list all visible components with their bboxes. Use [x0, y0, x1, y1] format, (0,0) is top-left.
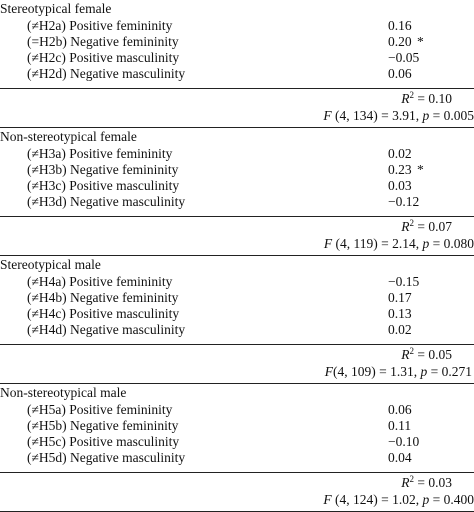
table-row: [0, 290, 474, 306]
hypothesis-label: (≠H4c) Positive masculinity: [27, 306, 180, 321]
section-non-stereotypical-female: [0, 128, 474, 256]
model-fit: [0, 473, 474, 511]
coefficient-value: 0.04: [388, 450, 412, 465]
table-row: [0, 418, 474, 434]
section-title: Non-stereotypical male: [0, 385, 127, 400]
r-squared: $R^2 = 0.03$: [401, 474, 452, 490]
section-stereotypical-female: [0, 0, 474, 128]
f-statistic: F (4, 124) = 1.02, p = 0.400: [323, 492, 474, 507]
hypothesis-label: (≠H3b) Negative femininity: [27, 162, 179, 177]
table-row: [0, 66, 474, 82]
hypothesis-label: (≠H2d) Negative masculinity: [27, 66, 186, 81]
coefficient-value: 0.17: [388, 290, 412, 305]
coefficient-value: 0.03: [388, 178, 412, 193]
section-title: Stereotypical female: [0, 1, 112, 16]
coefficient-value: 0.11: [388, 418, 412, 433]
f-statistic: F(4, 109) = 1.31, p = 0.271: [324, 364, 472, 379]
hypothesis-label: (≠H5a) Positive femininity: [27, 402, 173, 417]
hypothesis-label: (≠H4b) Negative femininity: [27, 290, 179, 305]
hypothesis-label: (≠H3a) Positive femininity: [27, 146, 173, 161]
coefficient-value: 0.06: [388, 66, 412, 81]
hypothesis-label: (≠H4a) Positive femininity: [27, 274, 173, 289]
coefficient-value: 0.02: [388, 146, 412, 161]
table-row: [0, 402, 474, 418]
r-squared: $R^2 = 0.10$: [401, 90, 452, 106]
table-row: [0, 50, 474, 66]
r-squared: $R^2 = 0.05$: [401, 346, 452, 362]
hypothesis-label: (≠H2c) Positive masculinity: [27, 50, 180, 65]
hypothesis-label: (≠H4d) Negative masculinity: [27, 322, 186, 337]
table-row: [0, 450, 474, 466]
hypothesis-label: (≠H2a) Positive femininity: [27, 18, 173, 33]
model-fit: [0, 217, 474, 255]
hypothesis-label: (=H2b) Negative femininity: [27, 34, 179, 49]
coefficient-value: 0.23: [388, 162, 412, 177]
section-title: Stereotypical male: [0, 257, 101, 272]
coefficient-value: 0.16: [388, 18, 412, 33]
table-row: [0, 178, 474, 194]
hypothesis-label: (≠H5b) Negative femininity: [27, 418, 179, 433]
coefficient-value: 0.20: [388, 34, 412, 49]
coefficient-value: −0.12: [388, 194, 420, 209]
model-fit: [0, 345, 474, 383]
coefficient-value: 0.13: [388, 306, 412, 321]
f-statistic: F (4, 134) = 3.91, p = 0.005: [323, 108, 474, 123]
coefficient-value: −0.10: [388, 434, 420, 449]
hypothesis-label: (≠H5d) Negative masculinity: [27, 450, 186, 465]
hypothesis-label: (≠H3d) Negative masculinity: [27, 194, 186, 209]
section-title: Non-stereotypical female: [0, 129, 137, 144]
section-stereotypical-male: [0, 256, 474, 384]
table-row: [0, 434, 474, 450]
table-row: [0, 162, 474, 178]
significance-star: *: [417, 34, 424, 49]
table-row: [0, 322, 474, 338]
coefficient-value: −0.15: [388, 274, 420, 289]
hypothesis-label: (≠H3c) Positive masculinity: [27, 178, 180, 193]
coefficient-value: 0.06: [388, 402, 412, 417]
table-row: [0, 274, 474, 290]
table-row: [0, 306, 474, 322]
f-statistic: F (4, 119) = 2.14, p = 0.080: [323, 236, 474, 251]
coefficient-value: 0.02: [388, 322, 412, 337]
table-row: [0, 34, 474, 50]
hypothesis-label: (≠H5c) Positive masculinity: [27, 434, 180, 449]
model-fit: [0, 89, 474, 127]
section-non-stereotypical-male: [0, 384, 474, 512]
table-row: [0, 146, 474, 162]
table-row: [0, 194, 474, 210]
coefficient-value: −0.05: [388, 50, 420, 65]
r-squared: $R^2 = 0.07$: [401, 218, 452, 234]
significance-star: *: [417, 162, 424, 177]
table-row: [0, 18, 474, 34]
